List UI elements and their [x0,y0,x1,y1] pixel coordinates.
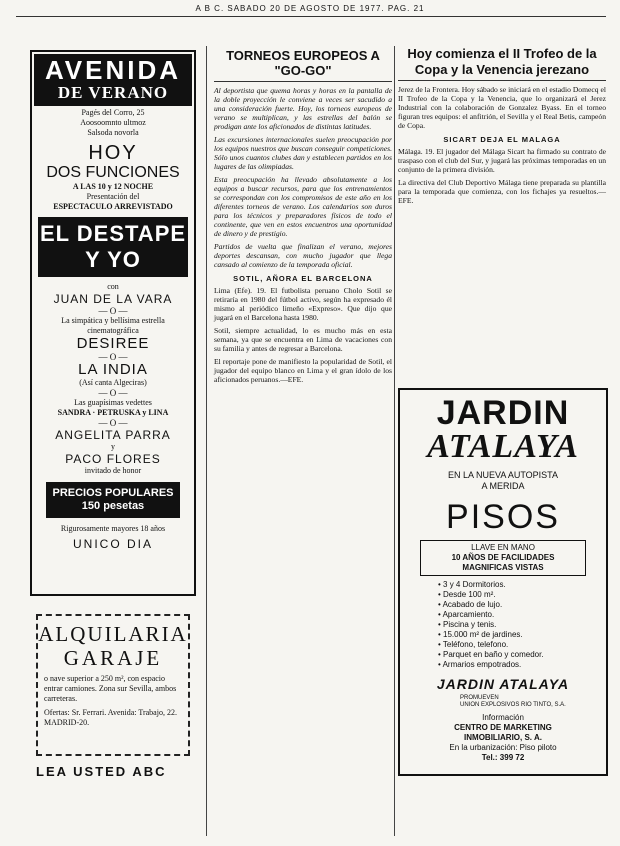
alquilaria-body: o nave superior a 250 m², con espacio entrar camiones. Zona sur Sevilla, ambos carreteras. [44,674,177,703]
paco-desc: invitado de honor [84,466,142,475]
avenida-subtitle: DE VERANO [57,83,169,102]
jardin-logo: JARDIN ATALAYA [436,676,570,692]
feature-item: • 3 y 4 Dormitorios. [438,580,506,589]
trofeo-paragraph: Jerez de la Frontera. Hoy sábado se iniciará en el estadio Domecq el II Trofeo de la Copa y la Venencia, que lo organizará el Jerez Industrial con la colaboración de Gonzalez Byass. En el torneo figuran tres equipos: el anfitrión, el Sevilla y el Real Betis, campeón de Copa. [398,85,606,130]
promoter-line-1: PROMUEVEN [460,695,499,701]
con-label: con [107,282,119,291]
performer-angelita: ANGELITA PARRA [55,428,171,442]
lea-usted-abc: LEA USTED ABC [36,764,167,779]
feature-item: • Armarios empotrados. [438,660,522,669]
llave-line-3: MAGNIFICAS VISTAS [462,563,544,572]
jardin-atalaya-ad [398,388,608,776]
separator-4: — O — [98,418,128,428]
performer-desiree: DESIREE [76,335,150,352]
trofeo-headline: Hoy comienza el II Trofeo de la Copa y la Venencia jerezano [398,46,606,81]
features-list [438,580,606,670]
funciones-heading: DOS FUNCIONES [46,164,180,181]
feature-item: • Piscina y tenis. [438,620,497,629]
sotil-paragraph-1: Lima (Efe). 19. El futbolista peruano Cholo Sotil se retiraría en 1980 del fútbol activo, según ha expresado él mismo al periódico limeño «Expreso». Que dijo que jugará en el Barcelona hasta 1980. [214,286,392,322]
precios-line-1: PRECIOS POPULARES [52,487,174,499]
column-divider-right [394,46,395,836]
autopista-line-1: EN LA NUEVA AUTOPISTA [447,470,559,480]
show-title-box [38,217,188,277]
la-india-desc: (Así canta Algeciras) [79,378,147,387]
performer-juan: JUAN DE LA VARA [53,292,173,306]
jardin-title: JARDIN [436,394,570,432]
info-line-2: CENTRO DE MARKETING [454,723,552,732]
garaje-title: GARAJE [63,646,163,670]
alquilaria-title: ALQUILARIA [38,622,188,646]
show-title-1: EL DESTAPE [39,221,187,246]
feature-item: • 15.000 m² de jardines. [438,630,523,639]
torneos-paragraph-3: Partidos de vuelta que finalizan el verano, mejores deportes descansan, con mucho jugador que llega cansado al comienzo de la temporada oficial. [214,242,392,269]
performer-la-india: LA INDIA [78,361,148,378]
avenida-address-2: Aoosoomnto ultmoz [80,118,146,127]
precios-line-2: 150 pesetas [81,500,145,512]
feature-item: • Aparcamiento. [438,610,495,619]
feature-item: • Acabado de lujo. [438,600,503,609]
column-divider-left [206,46,207,836]
hoy-heading: HOY [88,142,138,164]
separator-3: — O — [98,388,128,398]
header-rule [16,16,606,17]
performer-vedettes: SANDRA · PETRUSKA y LINA [57,408,169,417]
separator-1: — O — [98,306,128,316]
precios-box [46,482,180,518]
sicart-paragraph-2: La directiva del Club Deportivo Málaga tiene preparada su plantilla para la temporada que comienza, con los fichajes ya resueltos.—EFE. [398,178,606,205]
y-label: y [111,442,115,451]
alquilaria-contact: Ofertas: Sr. Ferrari. Avenida: Trabajo, 22. MADRID-20. [44,708,177,727]
info-line-3: INMOBILIARIO, S. A. [464,733,542,742]
separator-2: — O — [98,352,128,362]
show-title-2: Y YO [85,247,141,272]
sicart-paragraph-1: Málaga. 19. El jugador del Málaga Sicart ha firmado su contrato de traspaso con el club del Sur, y jugará las próximas temporadas en un conjunto de la primera división. [398,147,606,174]
presentacion-line-2: ESPECTACULO ARREVISTADO [53,202,173,211]
desiree-desc-1: La simpática y bellísima estrella [61,316,165,325]
torneos-headline: TORNEOS EUROPEOS A "GO-GO" [214,48,392,82]
vedettes-desc: Las guapísimas vedettes [74,398,152,407]
llave-line-1: LLAVE EN MANO [471,543,535,552]
sotil-paragraph-3: El reportaje pone de manifiesto la popularidad de Sotil, el jugador del equipo blanco en Lima y el gran ídolo de los aficionados peruanos.—EFE. [214,357,392,384]
torneos-lead: Al deportista que quema horas y horas en la pantalla de la doble proyección le conviene a veces ser sacudido a una consideración fuerte. Hoy, los torneos europeos de verano se multiplican, y las estrellas del balón se prodigan ante los aficionados de distintas latitudes. [214,86,392,131]
info-line-4: En la urbanización: Piso piloto [449,743,557,752]
promoter-line-2: UNION EXPLOSIVOS RIO TINTO, S.A. [460,702,566,708]
avenida-title: AVENIDA [44,55,182,85]
avenida-banner [34,54,192,106]
presentacion-line-1: Presentación del [86,192,140,201]
feature-item: • Desde 100 m². [438,590,496,599]
age-restriction: Rigurosamente mayores 18 años [60,524,166,533]
show-times: A LAS 10 y 12 NOCHE [72,182,154,191]
torneos-paragraph-2: Esta preocupación ha llevado absolutamente a los equipos a buscar recursos, para que los entrenamientos se correspondan con los compromisos de este año en los diferentes torneos de verano. Los calendarios son duros para los técnicos y preparadores físicos de todo el continente, que ven en estos encuentros una oportunidad de dinero y de prestigio. [214,175,392,238]
pisos-title: PISOS [446,498,560,536]
sotil-paragraph-2: Sotil, siempre actualidad, lo es mucho más en esta semana, ya que se encuentra en Lima de vacaciones con su familia y antes de regresar a Barcelona. [214,326,392,353]
feature-item: • Teléfono, telefono. [438,640,509,649]
feature-item: • Parquet en baño y comedor. [438,650,544,659]
atalaya-title: ATALAYA [427,428,579,465]
desiree-desc-2: cinematográfica [87,326,139,335]
info-line-1: Información [482,713,524,722]
avenida-address-1: Pagés del Corro, 25 [81,108,145,117]
phone-number: Tel.: 399 72 [481,753,525,762]
unico-dia: UNICO DIA [72,537,153,551]
autopista-line-2: A MERIDA [481,481,525,491]
llave-box [420,540,586,576]
performer-paco: PACO FLORES [65,452,161,466]
sicart-subheading: SICART DEJA EL MALAGA [443,135,561,144]
page-header: A B C. SABADO 20 DE AGOSTO DE 1977. PAG. 21 [195,4,425,13]
avenida-theatre-ad [30,50,196,596]
middle-column [214,48,392,388]
torneos-paragraph-1: Las excursiones internacionales suelen preocupación por los equipos nuestros que buscan conseguir competiciones. Sólo unos cuantos clubes dan y establecen partidos en los lugares de las olimpiadas. [214,135,392,171]
alquilaria-garaje-ad [36,614,190,756]
llave-line-2: 10 AÑOS DE FACILIDADES [451,553,555,562]
avenida-address-3: Salsoda novorla [87,128,139,137]
sotil-subheading: SOTIL, AÑORA EL BARCELONA [233,274,373,283]
right-column [398,46,606,209]
